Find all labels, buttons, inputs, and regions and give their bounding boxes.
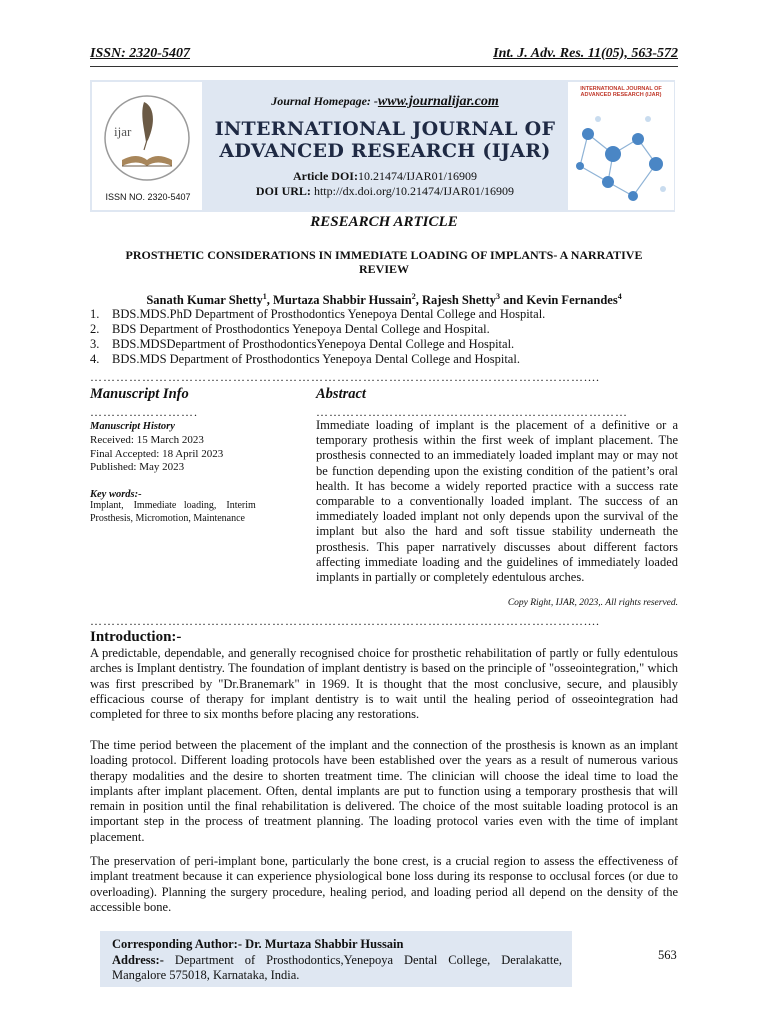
manuscript-history-label: Manuscript History <box>90 421 175 432</box>
intro-paragraph-2: The time period between the placement of the implant and the connection of the prosthesis is known as an implant loading protocol. Different loading protocols have been established over the years as a result of numerous various therapy modalities and the desire to shorten treatment time. The clinician will choose the ideal time to load the implants after implant placement. Often, dental implants are put to function using a temporary prosthesis that will remain in position until the final rehabilitation is delivered. The choice of the most suitable loading protocol is an important step in the process of treatment planning. The loading protocol varies even with the time of implant placement. <box>90 738 678 844</box>
page-number: 563 <box>658 948 677 962</box>
keywords-label: Key words:- <box>90 489 142 500</box>
header-rule <box>90 66 678 67</box>
journal-title-line1: INTERNATIONAL JOURNAL OF <box>214 118 556 140</box>
homepage-url[interactable]: www.journalijar.com <box>377 94 499 109</box>
affiliation-text: BDS.MDS.PhD Department of Prosthodontics Yenepoya Dental College and Hospital. <box>112 307 546 321</box>
abstract-text: Immediate loading of implant is the placement of a definitive or a temporary prothesis within the first week of implant placement. The prosthesis connected to an immediately loaded implant may or may not be function depending upon the existing condition of the patient’s oral health. It has become a widely reported practice with a success rate comparable to a conventionally loaded implant. The success of an immediately loaded implant not only depends upon the survival of the implant but also the hard and soft tissue stability underneath the prosthesis. This paper narratively discusses about different factors affecting immediate loading and the guidelines of immediately loaded implants in partially or completely edentulous arches. <box>316 418 678 585</box>
journal-title-line2: ADVANCED RESEARCH (IJAR) <box>219 140 551 162</box>
affiliation-text: BDS.MDSDepartment of ProsthodonticsYenepoya Dental College and Hospital. <box>112 337 515 351</box>
logo-left-text: ijar <box>114 124 132 139</box>
author-name: Sanath Kumar Shetty <box>146 293 263 308</box>
doi-url-value[interactable]: http://dx.doi.org/10.21474/IJAR01/16909 <box>313 184 515 198</box>
received-date: Received: 15 March 2023 <box>90 434 204 446</box>
cover-title: INTERNATIONAL JOURNAL OF ADVANCED RESEARCH (IJAR) <box>580 86 662 98</box>
affiliation-number: 2. <box>90 322 100 336</box>
affiliation-number: 3. <box>90 337 100 351</box>
doi-url <box>205 184 565 199</box>
manuscript-dates <box>90 434 300 475</box>
address-label: Address:- <box>112 952 164 967</box>
affiliation-text: BDS.MDS Department of Prosthodontics Yenepoya Dental College and Hospital. <box>112 352 520 366</box>
corresponding-author-box <box>100 931 572 987</box>
dotted-divider-top: …………………………………………………………………………………………………….... <box>90 373 600 383</box>
address-text: Department of Prosthodontics,Yenepoya Dental College, Deralakatte, Mangalore 575018, Karnataka, India. <box>112 952 562 982</box>
corresponding-author-label: Corresponding Author:- Dr. Murtaza Shabbir Hussain <box>112 937 404 951</box>
affiliation-number: 1. <box>90 307 100 321</box>
accepted-date: Final Accepted: 18 April 2023 <box>90 447 224 460</box>
intro-paragraph-1: A predictable, dependable, and generally recognised choice for prosthetic rehabilitation of partly or fully edentulous arches is Implant dentistry. The foundation of implant dentistry is based on the principle of "osseointegration," which was first prescribed by "Dr.Branemark" in 1969. It is thought that the most conclusive, secure, and plausibly efficacious course of therapy for implant dentistry is to wait until the healing period of osseointegration had completed for three to six months before placing any restorations. <box>90 646 678 722</box>
paper-title <box>100 248 668 276</box>
dotted-divider-bottom: …………………………………………………………………………………………………….... <box>90 617 600 627</box>
author-list <box>90 292 678 308</box>
affiliation-list <box>90 307 678 367</box>
ijar-logo-graphic <box>92 82 202 210</box>
author-affiliation-sup: 3 <box>495 292 500 301</box>
article-doi-value: 10.21474/IJAR01/16909 <box>357 169 477 183</box>
section-label: RESEARCH ARTICLE <box>310 214 458 230</box>
author-name: Murtaza Shabbir Hussain <box>273 293 412 308</box>
keywords <box>90 500 290 525</box>
abstract-heading: Abstract <box>316 386 366 402</box>
author-name: Rajesh Shetty <box>421 293 496 308</box>
molecule-graphic <box>568 104 674 210</box>
affiliation-item <box>90 352 678 367</box>
affiliation-item <box>90 322 678 337</box>
author-separator: , <box>266 293 274 308</box>
issn-header: ISSN: 2320-5407 <box>90 46 190 61</box>
intro-paragraph-3: The preservation of peri-implant bone, particularly the bone crest, is a crucial region to assess the effectiveness of implant treatment because it can experience physiological bone loss during its response to occlusal forces (or due to overloading). Planning the surgery procedure, healing period, and loading period all depend on the density of the accessible bone. <box>90 854 678 914</box>
paper-title-line2: REVIEW <box>358 262 409 276</box>
author-affiliation-sup: 4 <box>617 292 622 301</box>
author-affiliation-sup: 1 <box>262 292 267 301</box>
keywords-line2: Prosthesis, Micromotion, Maintenance <box>90 512 245 524</box>
introduction-heading: Introduction:- <box>90 629 182 645</box>
article-doi <box>205 169 565 184</box>
homepage-label: Journal Homepage: - <box>271 94 378 108</box>
author-separator: and <box>499 293 527 308</box>
article-doi-label: Article DOI: <box>293 169 358 183</box>
citation-header: Int. J. Adv. Res. 11(05), 563-572 <box>493 46 678 61</box>
keywords-line1: Implant, Immediate loading, Interim <box>90 500 256 511</box>
author-affiliation-sup: 2 <box>411 292 416 301</box>
author-name: Kevin Fernandes <box>526 293 618 308</box>
ijar-logo <box>92 82 202 210</box>
abstract-dots: ……………………………………………………………… <box>316 408 628 418</box>
affiliation-item <box>90 337 678 352</box>
manuscript-dots: ……………………. <box>90 408 198 418</box>
published-date: Published: May 2023 <box>90 461 185 473</box>
affiliation-number: 4. <box>90 352 100 366</box>
paper-title-line1: PROSTHETIC CONSIDERATIONS IN IMMEDIATE LOADING OF IMPLANTS- A NARRATIVE <box>125 248 643 262</box>
manuscript-info-heading: Manuscript Info <box>90 386 189 402</box>
affiliation-text: BDS Department of Prosthodontics Yenepoya Dental College and Hospital. <box>112 322 490 336</box>
logo-left-issn: ISSN NO. 2320-5407 <box>105 192 191 202</box>
copyright-notice: Copy Right, IJAR, 2023,. All rights reserved. <box>507 598 678 608</box>
journal-homepage <box>205 94 565 110</box>
corresponding-address <box>112 953 562 984</box>
author-separator: , <box>415 293 422 308</box>
affiliation-item <box>90 307 678 322</box>
journal-cover-image <box>568 82 674 210</box>
journal-title <box>205 118 565 162</box>
doi-url-label: DOI URL: <box>255 184 311 198</box>
